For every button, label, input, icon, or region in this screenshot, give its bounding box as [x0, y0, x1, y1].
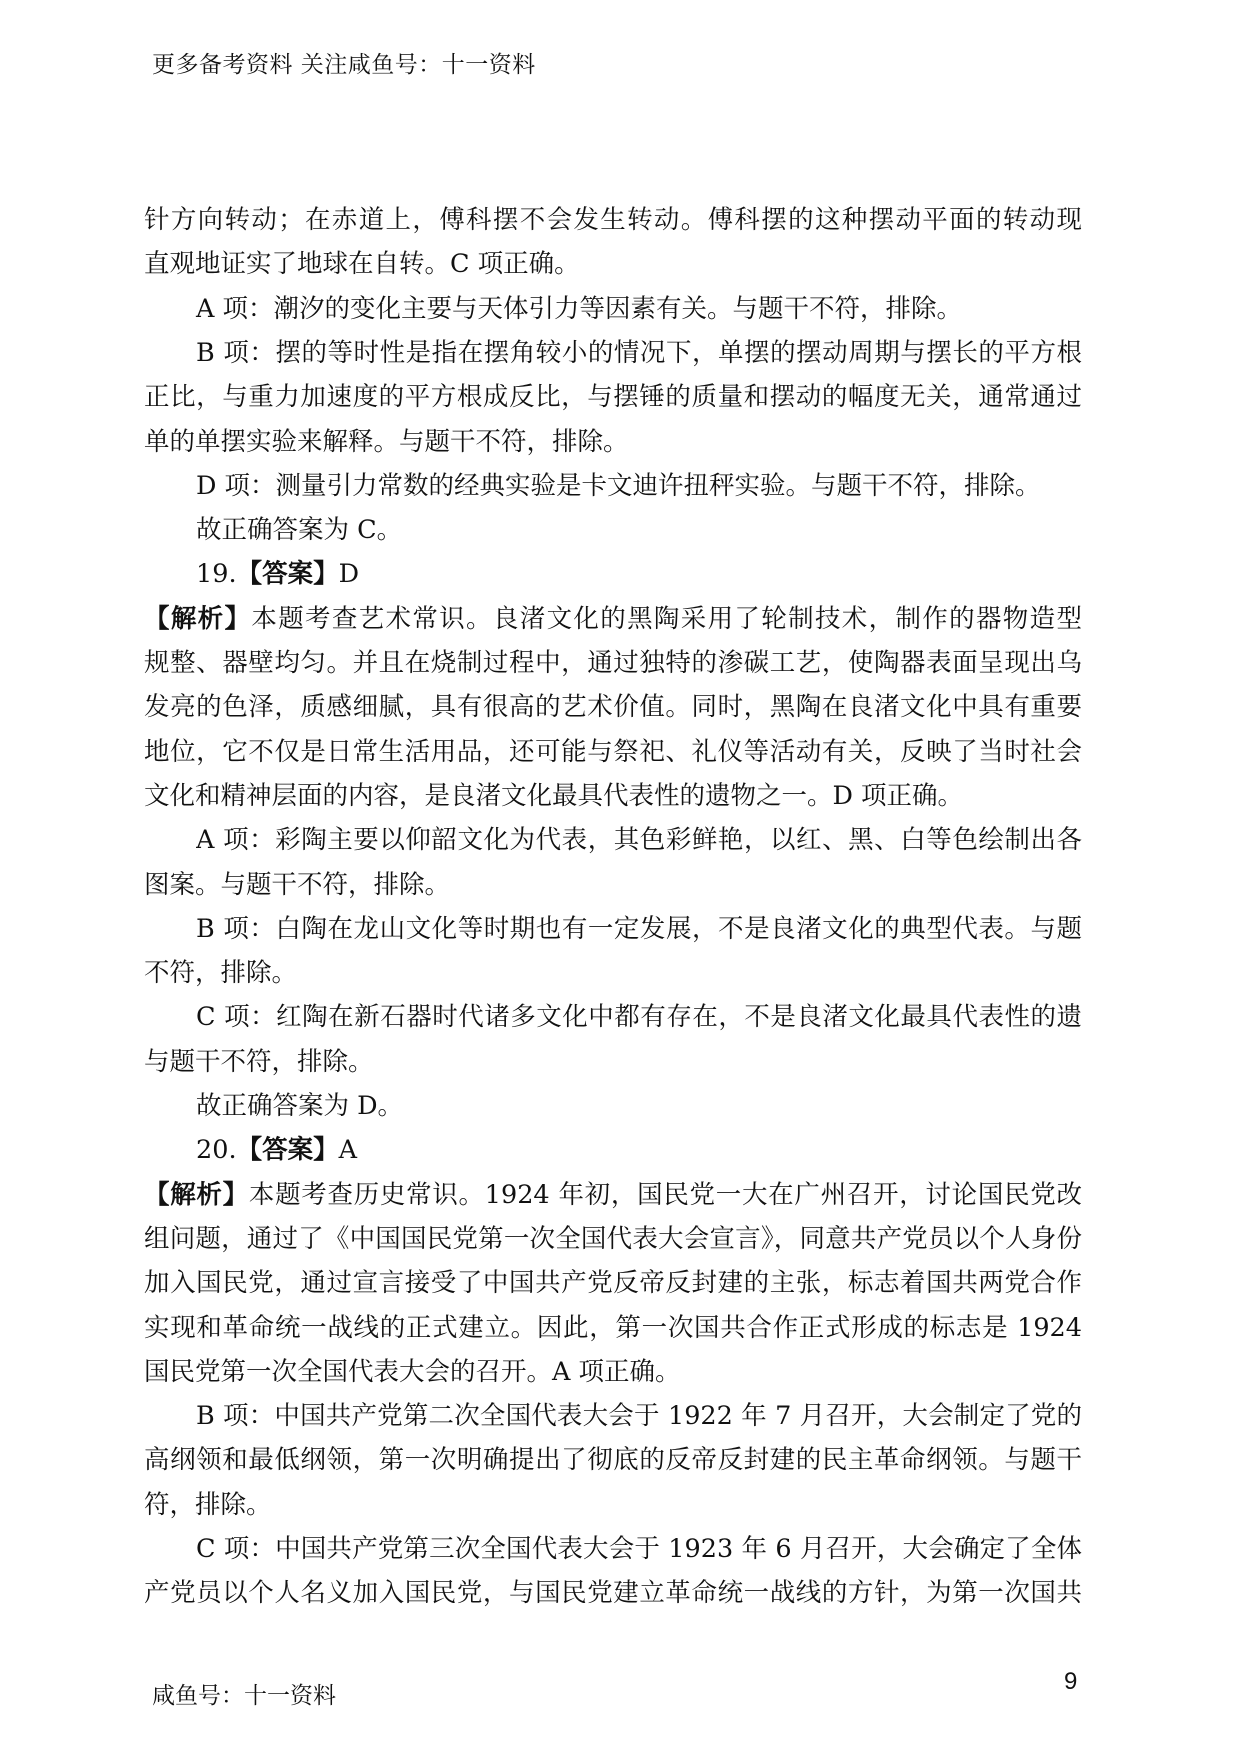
text-line — [196, 1534, 1082, 1564]
text-line — [144, 870, 450, 900]
text-line — [196, 338, 1082, 368]
text-line — [144, 958, 297, 988]
line-text: 地位，它不仅是日常生活用品，还可能与祭祀、礼仪等活动有关，反映了当时社会 — [144, 736, 1082, 767]
text-line — [196, 559, 359, 589]
text-line — [144, 737, 1082, 767]
text-line — [196, 1401, 1082, 1431]
line-text: 单的单摆实验来解释。与题干不符，排除。 — [144, 426, 629, 457]
text-line — [196, 1091, 403, 1121]
text-line — [144, 427, 629, 457]
line-text: 实现和革命统一战线的正式建立。因此，第一次国共合作正式形成的标志是 1924 — [144, 1312, 1082, 1343]
line-text: A 项：潮汐的变化主要与天体引力等因素有关。与题干不符，排除。 — [196, 293, 963, 324]
text-line — [144, 1445, 1082, 1475]
line-text: 文化和精神层面的内容，是良渚文化最具代表性的遗物之一。D 项正确。 — [144, 780, 964, 811]
line-text: 不符，排除。 — [144, 958, 298, 989]
line-text: 符，排除。 — [144, 1489, 272, 1520]
page-number: 9 — [1064, 1668, 1078, 1695]
line-text: 故正确答案为 D。 — [196, 1091, 404, 1121]
text-line — [196, 515, 402, 545]
text-line — [144, 249, 580, 279]
line-text: 本题考查历史常识。1924 年初，国民党一大在广州召开，讨论国民党改 — [248, 1179, 1082, 1210]
line-text: 直观地证实了地球在自转。C 项正确。 — [144, 249, 580, 280]
question-number: 19. — [196, 559, 237, 590]
line-text: B 项：中国共产党第二次全国代表大会于 1922 年 7 月召开，大会制定了党的 — [196, 1401, 1082, 1432]
section-label: 【解析】 — [144, 1179, 249, 1210]
question-number: 20. — [196, 1135, 237, 1166]
line-text: 故正确答案为 C。 — [196, 515, 403, 546]
section-label: 【答案】 — [236, 559, 339, 590]
page-header-watermark: 更多备考资料 关注咸鱼号：十一资料 — [152, 52, 536, 78]
line-text: 发亮的色泽，质感细腻，具有很高的艺术价值。同时，黑陶在良渚文化中具有重要 — [144, 692, 1082, 723]
line-text: 针方向转动；在赤道上，傅科摆不会发生转动。傅科摆的这种摆动平面的转动现 — [144, 205, 1082, 235]
line-text: 产党员以个人名义加入国民党，与国民党建立革命统一战线的方针，为第一次国共 — [144, 1578, 1082, 1609]
line-text: A — [338, 1135, 357, 1166]
line-text: B 项：白陶在龙山文化等时期也有一定发展，不是良渚文化的典型代表。与题 — [196, 913, 1082, 944]
text-line — [144, 781, 963, 811]
line-text: 加入国民党，通过宣言接受了中国共产党反帝反封建的主张，标志着国共两党合作 — [144, 1268, 1082, 1299]
text-line — [144, 1313, 1082, 1343]
line-text: 图案。与题干不符，排除。 — [144, 869, 451, 900]
text-line — [144, 1268, 1082, 1298]
line-text: 高纲领和最低纲领，第一次明确提出了彻底的反帝反封建的民主革命纲领。与题干 — [144, 1445, 1082, 1476]
text-line — [144, 604, 1082, 634]
text-line — [144, 205, 1082, 235]
line-text: 本题考查艺术常识。良渚文化的黑陶采用了轮制技术，制作的器物造型 — [251, 603, 1082, 634]
text-line — [144, 1047, 374, 1077]
text-line — [144, 382, 1082, 412]
line-text: 国民党第一次全国代表大会的召开。A 项正确。 — [144, 1356, 681, 1387]
text-line — [144, 1357, 681, 1387]
text-line — [144, 1578, 1082, 1608]
text-line — [196, 1135, 357, 1165]
line-text: 正比，与重力加速度的平方根成反比，与摆锤的质量和摆动的幅度无关，通常通过 — [144, 382, 1082, 413]
text-line — [144, 648, 1082, 678]
text-line — [196, 294, 962, 324]
text-line — [144, 692, 1082, 722]
line-text: B 项：摆的等时性是指在摆角较小的情况下，单摆的摆动周期与摆长的平方根 — [196, 337, 1082, 368]
text-line — [144, 1224, 1082, 1254]
line-text: C 项：中国共产党第三次全国代表大会于 1923 年 6 月召开，大会确定了全体 — [196, 1534, 1082, 1564]
line-text: 与题干不符，排除。 — [144, 1046, 374, 1077]
text-line — [196, 825, 1082, 855]
text-line — [196, 914, 1082, 944]
line-text: 规整、器壁均匀。并且在烧制过程中，通过独特的渗碳工艺，使陶器表面呈现出乌 — [144, 648, 1082, 678]
text-line — [196, 1002, 1082, 1032]
section-label: 【答案】 — [236, 1135, 339, 1166]
line-text: C 项：红陶在新石器时代诸多文化中都有存在，不是良渚文化最具代表性的遗 — [196, 1002, 1082, 1033]
page-footer-text: 咸鱼号：十一资料 — [152, 1683, 336, 1709]
line-text: D 项：测量引力常数的经典实验是卡文迪许扭秤实验。与题干不符，排除。 — [196, 470, 1041, 501]
text-line — [196, 471, 1041, 501]
section-label: 【解析】 — [144, 603, 252, 634]
line-text: D — [338, 559, 360, 590]
text-line — [144, 1490, 272, 1520]
line-text: 组问题，通过了《中国国民党第一次全国代表大会宣言》，同意共产党员以个人身份 — [144, 1223, 1082, 1254]
text-line — [144, 1180, 1082, 1210]
line-text: A 项：彩陶主要以仰韶文化为代表，其色彩鲜艳，以红、黑、白等色绘制出各 — [196, 825, 1082, 856]
